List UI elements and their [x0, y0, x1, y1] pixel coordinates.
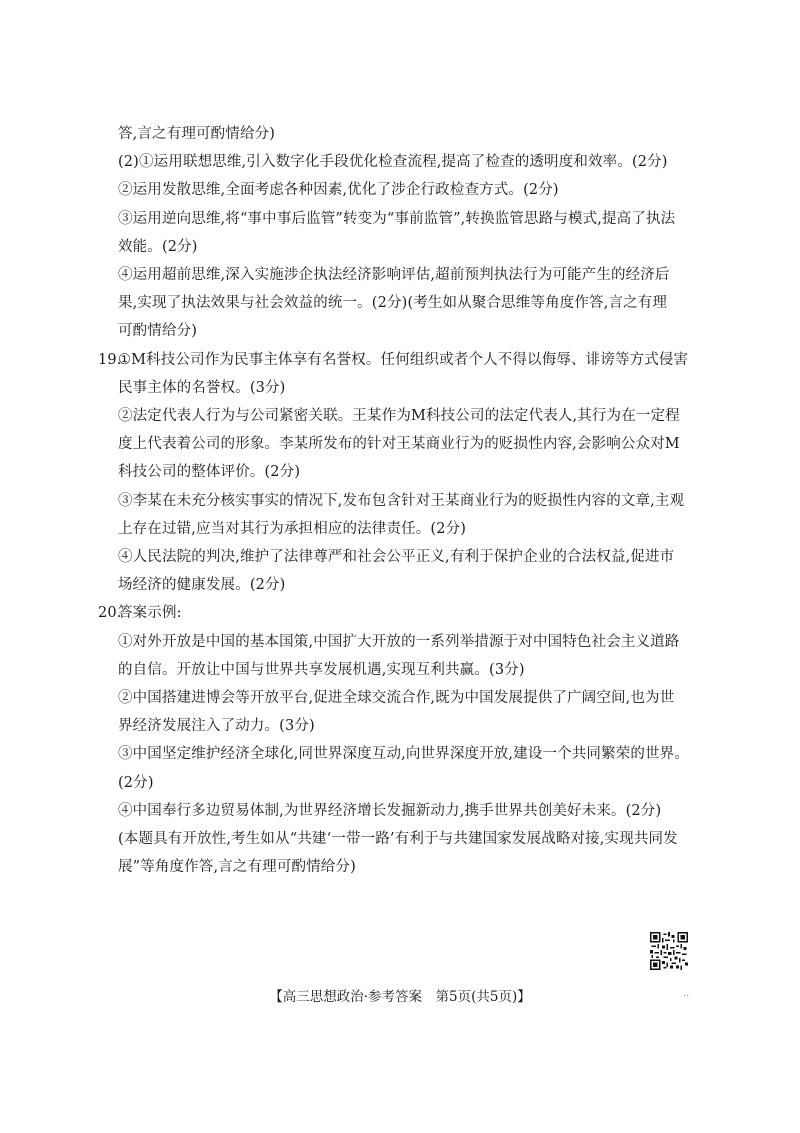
text-line: ③李某在未充分核实事实的情况下,发布包含针对王某商业行为的贬损性内容的文章,主观: [118, 492, 685, 509]
q19-answer: [98, 346, 698, 600]
text-line: (2)①运用联想思维,引入数字化手段优化检查流程,提高了检查的透明度和效率。(2分): [118, 154, 668, 171]
text-line: ④中国奉行多边贸易体制,为世界经济增长发掘新动力,携手世界共创美好未来。(2分): [118, 802, 662, 819]
text-line: ①对外开放是中国的基本国策,中国扩大开放的一系列举措源于对中国特色社会主义道路: [118, 633, 680, 650]
answer-content: [98, 120, 698, 881]
text-line: 科技公司的整体评价。(2分): [118, 464, 301, 481]
text-line: 果,实现了执法效果与社会效益的统一。(2分)(考生如从聚合思维等角度作答,言之有理: [118, 295, 668, 312]
q20-answer: [98, 599, 698, 881]
text-line: ②法定代表人行为与公司紧密关联。王某作为M科技公司的法定代表人,其行为在一定程: [118, 408, 680, 425]
text-line: 民事主体的名誉权。(3分): [118, 379, 286, 396]
text-line: ③中国坚定维护经济全球化,同世界深度互动,向世界深度开放,建设一个共同繁荣的世界。: [118, 746, 689, 763]
text-line: ④人民法院的判决,维护了法律尊严和社会公平正义,有利于保护企业的合法权益,促进市: [118, 549, 675, 566]
page-footer: 【高三思想政治·参考答案 第5页(共5页)】: [269, 989, 531, 1005]
qr-code-icon: [650, 932, 688, 970]
text-line: ④运用超前思维,深入实施涉企执法经济影响评估,超前预判执法行为可能产生的经济后: [118, 267, 670, 284]
text-line: 上存在过错,应当对其行为承担相应的法律责任。(2分): [118, 520, 467, 537]
text-line: 界经济发展注入了动力。(3分): [118, 718, 315, 735]
text-line: 度上代表着公司的形象。李某所发布的针对王某商业行为的贬损性内容,会影响公众对M: [118, 436, 680, 453]
q18-continuation: [118, 120, 698, 346]
text-line: 答,言之有理可酌情给分): [118, 126, 276, 142]
text-line: ②运用发散思维,全面考虑各种因素,优化了涉企行政检查方式。(2分): [118, 182, 559, 199]
text-line: 展”等角度作答,言之有理可酌情给分): [118, 859, 356, 876]
text-line: 的自信。开放让中国与世界共享发展机遇,实现互利共赢。(3分): [118, 661, 525, 678]
question-number: 19.: [98, 351, 122, 368]
text-line: 答案示例:: [118, 605, 182, 622]
corner-mark: ..: [683, 988, 690, 999]
text-line: (本题具有开放性,考生如从“共建‘一带一路’有利于与共建国家发展战略对接,实现共同发: [118, 831, 678, 848]
text-line: ①M科技公司作为民事主体享有名誉权。任何组织或者个人不得以侮辱、诽谤等方式侵害: [118, 351, 689, 368]
question-number: 20.: [98, 605, 122, 622]
text-line: 可酌情给分): [118, 323, 198, 340]
text-line: 场经济的健康发展。(2分): [118, 577, 286, 594]
text-line: (2分): [118, 774, 154, 791]
text-line: ③运用逆向思维,将“事中事后监管”转变为“事前监管”,转换监管思路与模式,提高了执法: [118, 210, 676, 227]
text-line: ②中国搭建进博会等开放平台,促进全球交流合作,既为中国发展提供了广阔空间,也为世: [118, 690, 675, 707]
text-line: 效能。(2分): [118, 238, 198, 255]
